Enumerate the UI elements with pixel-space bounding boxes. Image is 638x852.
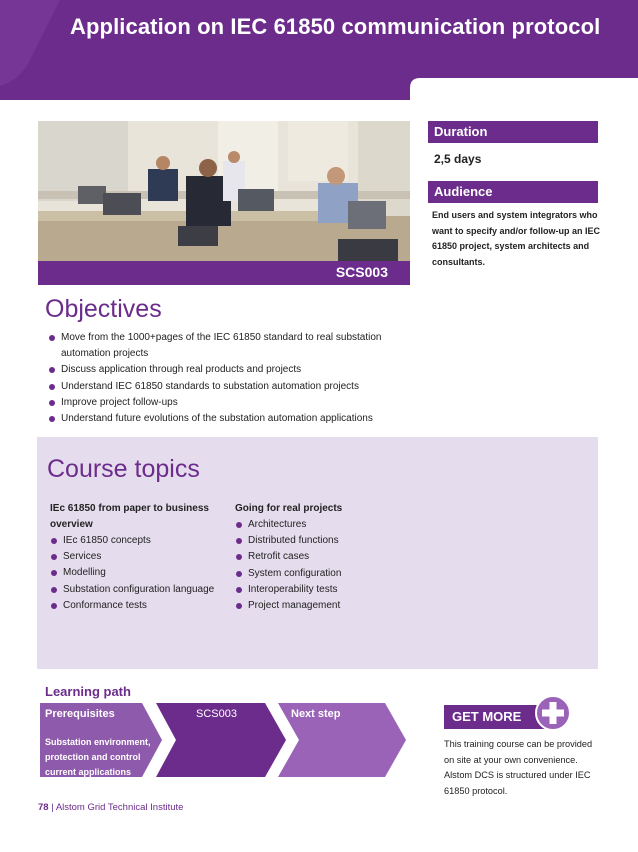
duration-value: 2,5 days: [434, 152, 482, 166]
course-code-bar: [38, 261, 410, 285]
list-item: IEc 61850 concepts: [50, 533, 225, 549]
topics-column-1: [50, 501, 225, 614]
list-item: Retrofit cases: [235, 549, 410, 565]
page-number: 78: [38, 802, 49, 813]
topics-list: [235, 517, 410, 614]
audience-text: End users and system integrators who want to specify and/or follow-up an IEC 61850 project, system architects and consultants.: [432, 210, 601, 267]
plus-circle-icon: [534, 694, 572, 732]
course-topics-panel: [37, 437, 598, 669]
duration-heading: Duration: [428, 121, 598, 143]
footer-text: Alstom Grid Technical Institute: [55, 802, 184, 813]
current-course-label: SCS003: [196, 708, 237, 720]
list-item: Understand IEC 61850 standards to substation automation projects: [48, 379, 408, 395]
list-item: Architectures: [235, 517, 410, 533]
audience-heading: Audience: [428, 181, 598, 203]
list-item: System configuration: [235, 566, 410, 582]
course-topics-heading: Course topics: [47, 455, 200, 483]
next-step-label: Next step: [291, 708, 341, 720]
footer-separator: |: [51, 802, 54, 813]
topics-list: [50, 533, 225, 614]
list-item: Substation configuration language: [50, 582, 225, 598]
topics-column-2: [235, 501, 410, 614]
list-item: Improve project follow-ups: [48, 395, 408, 411]
topics-column-heading: Going for real projects: [235, 503, 343, 514]
prerequisites-label: Prerequisites: [45, 708, 115, 720]
classroom-photo: [38, 121, 410, 261]
course-code: SCS003: [335, 264, 388, 280]
learning-path-heading: Learning path: [45, 684, 131, 699]
list-item: Services: [50, 549, 225, 565]
header-band: [0, 0, 638, 100]
topics-column-heading: IEc 61850 from paper to business overview: [50, 503, 209, 530]
page-title: Application on IEC 61850 communication protocol: [70, 14, 601, 39]
list-item: Move from the 1000+pages of the IEC 61850 standard to real substation automation projects: [48, 330, 408, 362]
get-more-banner: GET MORE: [444, 705, 554, 729]
list-item: Understand future evolutions of the substation automation applications: [48, 411, 408, 427]
objectives-heading: Objectives: [45, 295, 162, 323]
footer: [38, 802, 183, 813]
prerequisites-text: Substation environment, protection and control current applications: [45, 737, 151, 777]
objectives-list: [48, 330, 408, 427]
list-item: Discuss application through real products and projects: [48, 362, 408, 378]
list-item: Conformance tests: [50, 598, 225, 614]
list-item: Distributed functions: [235, 533, 410, 549]
list-item: Modelling: [50, 565, 225, 581]
list-item: Interoperability tests: [235, 582, 410, 598]
list-item: Project management: [235, 598, 410, 614]
get-more-text: This training course can be provided on site at your own convenience. Alstom DCS is structured under IEC 61850 protocol.: [444, 739, 593, 796]
